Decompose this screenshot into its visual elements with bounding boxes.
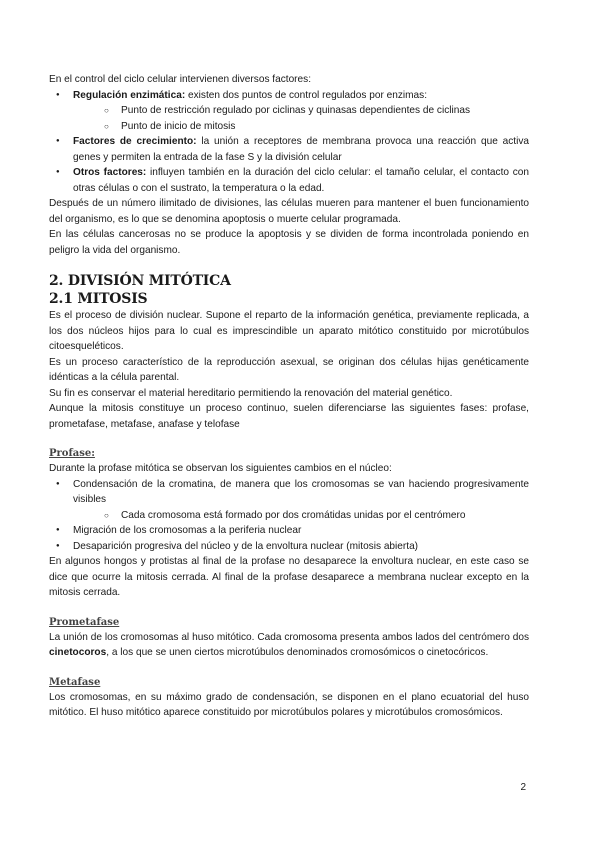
list-item: ● Otros factores: influyen también en la duración del ciclo celular: el tamaño celular, el contacto con otras células o con el sustrato, la temperatura o la edad. (49, 165, 529, 196)
page-number: 2 (520, 782, 526, 793)
list-item: ● Regulación enzimática: existen dos puntos de control regulados por enzimas: (49, 88, 529, 104)
mitosis-paragraph: Aunque la mitosis constituye un proceso continuo, suelen diferenciarse las siguientes fases: profase, prometafase, metafase, anafase y telofase (49, 403, 529, 430)
list-item: ○ Punto de restricción regulado por ciclinas y quinasas dependientes de ciclinas (49, 103, 529, 119)
profase-intro: Durante la profase mitótica se observan los siguientes cambios en el núcleo: (49, 463, 392, 474)
document-page (49, 72, 529, 721)
subsection-title: 2.1 MITOSIS (49, 291, 148, 307)
metafase-heading: Metafase (49, 676, 101, 688)
list-item: ● Migración de los cromosomas a la periferia nuclear (49, 523, 529, 539)
section-title: 2. DIVISIÓN MITÓTICA (49, 273, 231, 289)
intro-text: En el control del ciclo celular intervienen diversos factores: (49, 74, 312, 85)
list-item: ● Condensación de la cromatina, de manera que los cromosomas se van haciendo progresivamente visibles (49, 477, 529, 508)
cancer-paragraph: En las células cancerosas no se produce la apoptosis y se dividen de forma incontrolada poniendo en peligro la vida del organismo. (49, 229, 529, 256)
list-item: ○ Cada cromosoma está formado por dos cromátidas unidas por el centrómero (49, 508, 529, 524)
apoptosis-paragraph: Después de un número ilimitado de divisiones, las células mueren para mantener el buen funcionamiento del organismo, es lo que se denomina apoptosis o muerte celular programada. (49, 198, 529, 225)
factors-list (49, 88, 529, 197)
mitosis-paragraph: Su fin es conservar el material hereditario permitiendo la renovación del material genético. (49, 387, 453, 399)
prometafase-text: La unión de los cromosomas al huso mitótico. Cada cromosoma presenta ambos lados del centrómero dos cinetocoros, a los que se unen ciertos microtúbulos denominados cromosómicos o cinetocóricos. (49, 631, 529, 658)
profase-closing: En algunos hongos y protistas al final de la profase no desaparece la envoltura nuclear, en este caso se dice que ocurre la mitosis cerrada. Al final de la profase desaparece a membrana nuclear excepto en la mitosis cerrada. (49, 556, 529, 598)
list-item: ○ Punto de inicio de mitosis (49, 119, 529, 135)
mitosis-paragraph: Es el proceso de división nuclear. Supone el reparto de la información genética, previamente replicada, a los dos núcleos hijos para lo cual es imprescindible un aparato mitótico constituido por microtúbulos citoesqueléticos. (49, 310, 529, 352)
profase-list (49, 477, 529, 555)
list-item: ● Factores de crecimiento: la unión a receptores de membrana provoca una reacción que activa genes y permiten la entrada de la fase S y la división celular (49, 134, 529, 165)
profase-heading: Profase: (49, 448, 95, 459)
prometafase-heading: Prometafase (49, 616, 120, 628)
mitosis-paragraph: Es un proceso característico de la reproducción asexual, se originan dos células hijas genéticamente idénticas a la célula parental. (49, 356, 529, 383)
metafase-text: Los cromosomas, en su máximo grado de condensación, se disponen en el plano ecuatorial del huso mitótico. El huso mitótico aparece constituido por microtúbulos polares y microtúbulos cromosómicos. (49, 691, 529, 718)
list-item: ● Desaparición progresiva del núcleo y de la envoltura nuclear (mitosis abierta) (49, 539, 529, 555)
